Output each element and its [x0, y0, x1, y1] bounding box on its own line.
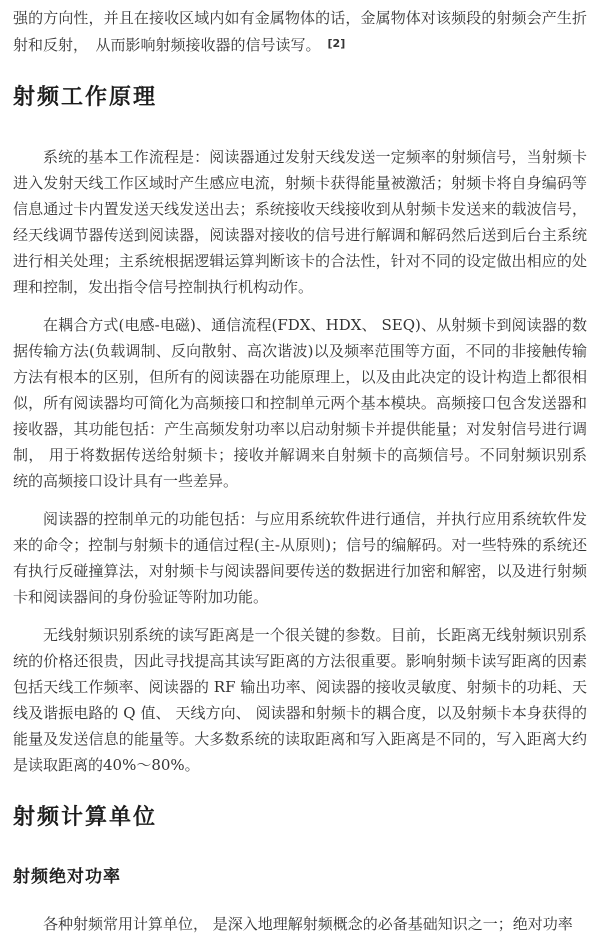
section-heading-working-principle: 射频工作原理 [13, 85, 158, 110]
section-heading-calculation-units: 射频计算单位 [13, 805, 158, 830]
paragraph-text: 强的方向性，并且在接收区域内如有金属物体的话，金属物体对该频段的射频会产生折射和反射， 从而影响射频接收器的信号读写。 [13, 9, 587, 54]
subsection-heading-absolute-power: 射频绝对功率 [13, 867, 121, 887]
paragraph-coupling-methods: 在耦合方式(电感-电磁)、通信流程(FDX、HDX、 SEQ)、从射频卡到阅读器的数据传输方法(负载调制、反向散射、高次谐波)以及频率范围等方面，不同的非接触传输方法有根本的区别，但所有的阅读器在功能原理上，以及由此决定的设计构造上都很相似，所有阅读器均可简化为高频接口和控制单元两个基本模块。高频接口包含发送器和接收器，其功能包括：产生高频发射功率以启动射频卡并提供能量；对发射信号进行调制， 用于将数据传送给射频卡；接收并解调来自射频卡的高频信号。不同射频识别系统的高频接口设计具有一些差异。 [13, 316, 587, 490]
paragraph-leading [13, 5, 587, 58]
paragraph-workflow: 系统的基本工作流程是：阅读器通过发射天线发送一定频率的射频信号，当射频卡进入发射天线工作区域时产生感应电流，射频卡获得能量被激活；射频卡将自身编码等信息通过卡内置发送天线发送出去；系统接收天线接收到从射频卡发送来的载波信号，经天线调节器传送到阅读器，阅读器对接收的信号进行解调和解码然后送到后台主系统进行相关处理；主系统根据逻辑运算判断该卡的合法性，针对不同的设定做出相应的处理和控制，发出指令信号控制执行机构动作。 [13, 148, 587, 296]
paragraph-control-unit: 阅读器的控制单元的功能包括：与应用系统软件进行通信，并执行应用系统软件发来的命令；控制与射频卡的通信过程(主-从原则)；信号的编解码。对一些特殊的系统还有执行反碰撞算法，对射频卡与阅读器间要传送的数据进行加密和解密，以及进行射频卡和阅读器间的身份验证等附加功能。 [13, 510, 587, 606]
paragraph-absolute-power-intro: 各种射频常用计算单位， 是深入地理解射频概念的必备基础知识之一；绝对功率 [43, 915, 573, 933]
citation-ref[interactable]: [2] [327, 37, 346, 50]
paragraph-read-write-distance: 无线射频识别系统的读写距离是一个很关键的参数。目前，长距离无线射频识别系统的价格还很贵，因此寻找提高其读写距离的方法很重要。影响射频卡读写距离的因素包括天线工作频率、阅读器的 RF 输出功率、阅读器的接收灵敏度、射频卡的功耗、天线及谐振电路的 Q 值、 天线方向、 阅读器和射频卡的耦合度，以及射频卡本身获得的能量及发送信息的能量等。大多数系统的读取距离和写入距离是不同的，写入距离大约是读取距离的40%～80%。 [13, 626, 587, 774]
